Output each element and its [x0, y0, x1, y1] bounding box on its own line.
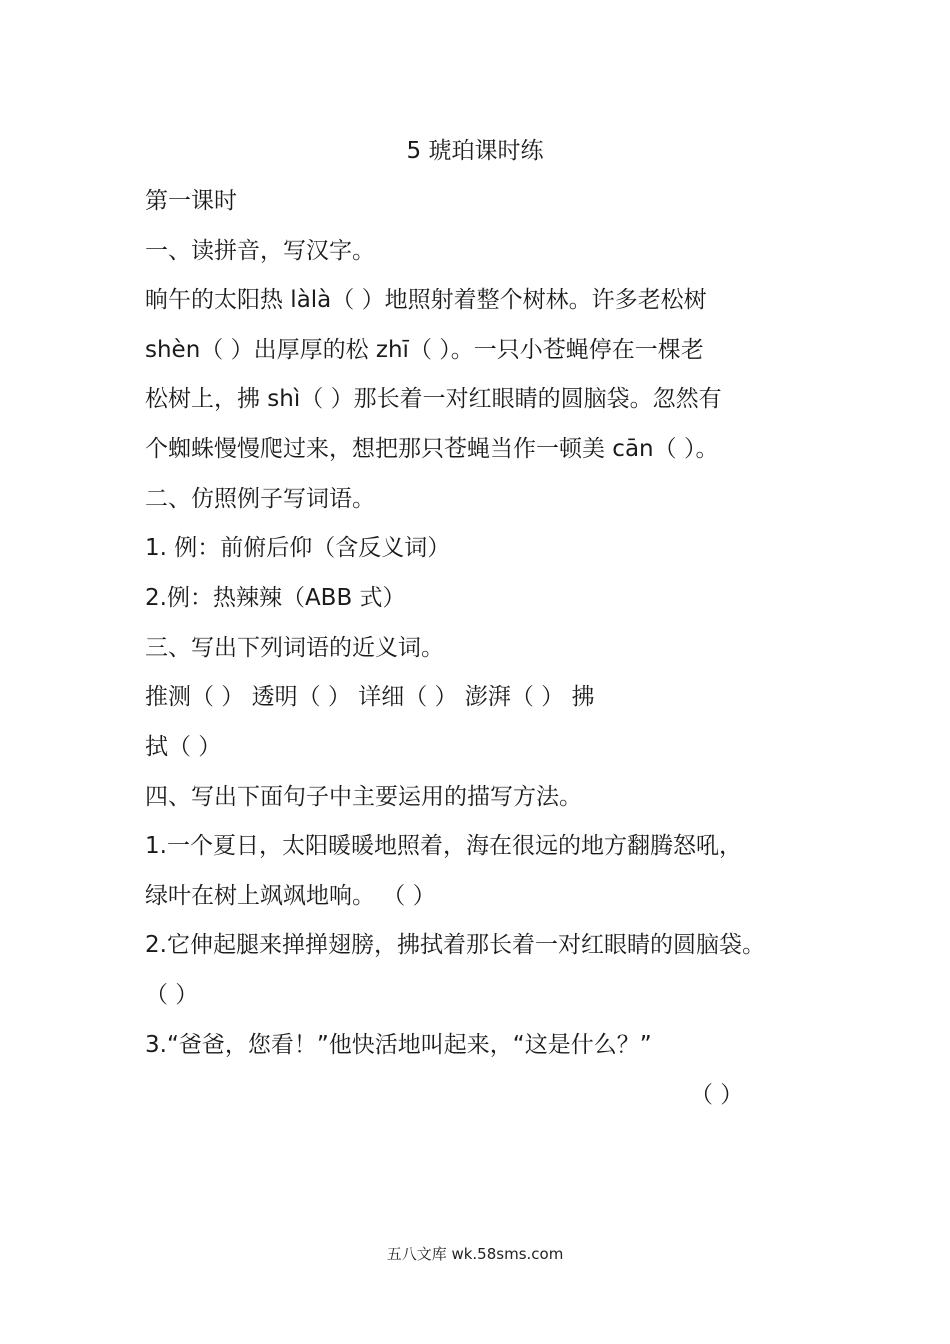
section-4-line: 1.一个夏日，太阳暖暖地照着，海在很远的地方翻腾怒吼， [145, 833, 742, 859]
section-3-heading: 三、写出下列词语的近义词。 [145, 635, 444, 661]
section-4-heading: 四、写出下面句子中主要运用的描写方法。 [145, 784, 582, 810]
section-1-paragraph-line: 晌午的太阳热 làlà（ ）地照射着整个树林。许多老松树 [145, 287, 707, 313]
page-title: 5 琥珀课时练 [406, 138, 544, 164]
section-3-line: 推测（ ） 透明（ ） 详细（ ） 澎湃（ ） 拂 [145, 684, 595, 710]
section-2-item: 1. 例：前俯后仰（含反义词） [145, 535, 451, 561]
section-4-line: 3.“爸爸，您看！”他快活地叫起来，“这是什么？” [145, 1032, 652, 1058]
section-1-paragraph-line: 个蜘蛛慢慢爬过来，想把那只苍蝇当作一顿美 cān（ ）。 [145, 436, 719, 462]
section-4-line: （ ） [145, 982, 199, 1008]
section-1-paragraph-line: 松树上，拂 shì（ ）那长着一对红眼睛的圆脑袋。忽然有 [145, 386, 722, 412]
section-2-item: 2.例：热辣辣（ABB 式） [145, 585, 406, 611]
footer-watermark: 五八文库 wk.58sms.com [386, 1245, 564, 1263]
section-1-heading: 一、读拼音，写汉字。 [145, 238, 375, 264]
section-4-line: 绿叶在树上飒飒地响。 （ ） [145, 883, 436, 909]
section-4-line: 2.它伸起腿来掸掸翅膀，拂拭着那长着一对红眼睛的圆脑袋。 [145, 932, 765, 958]
section-3-line: 拭（ ） [145, 734, 222, 760]
section-1-paragraph-line: shèn（ ）出厚厚的松 zhī（ ）。一只小苍蝇停在一棵老 [145, 337, 704, 363]
answer-blank: （ ） [690, 1082, 744, 1108]
section-2-heading: 二、仿照例子写词语。 [145, 486, 375, 512]
lesson-label: 第一课时 [145, 188, 237, 214]
